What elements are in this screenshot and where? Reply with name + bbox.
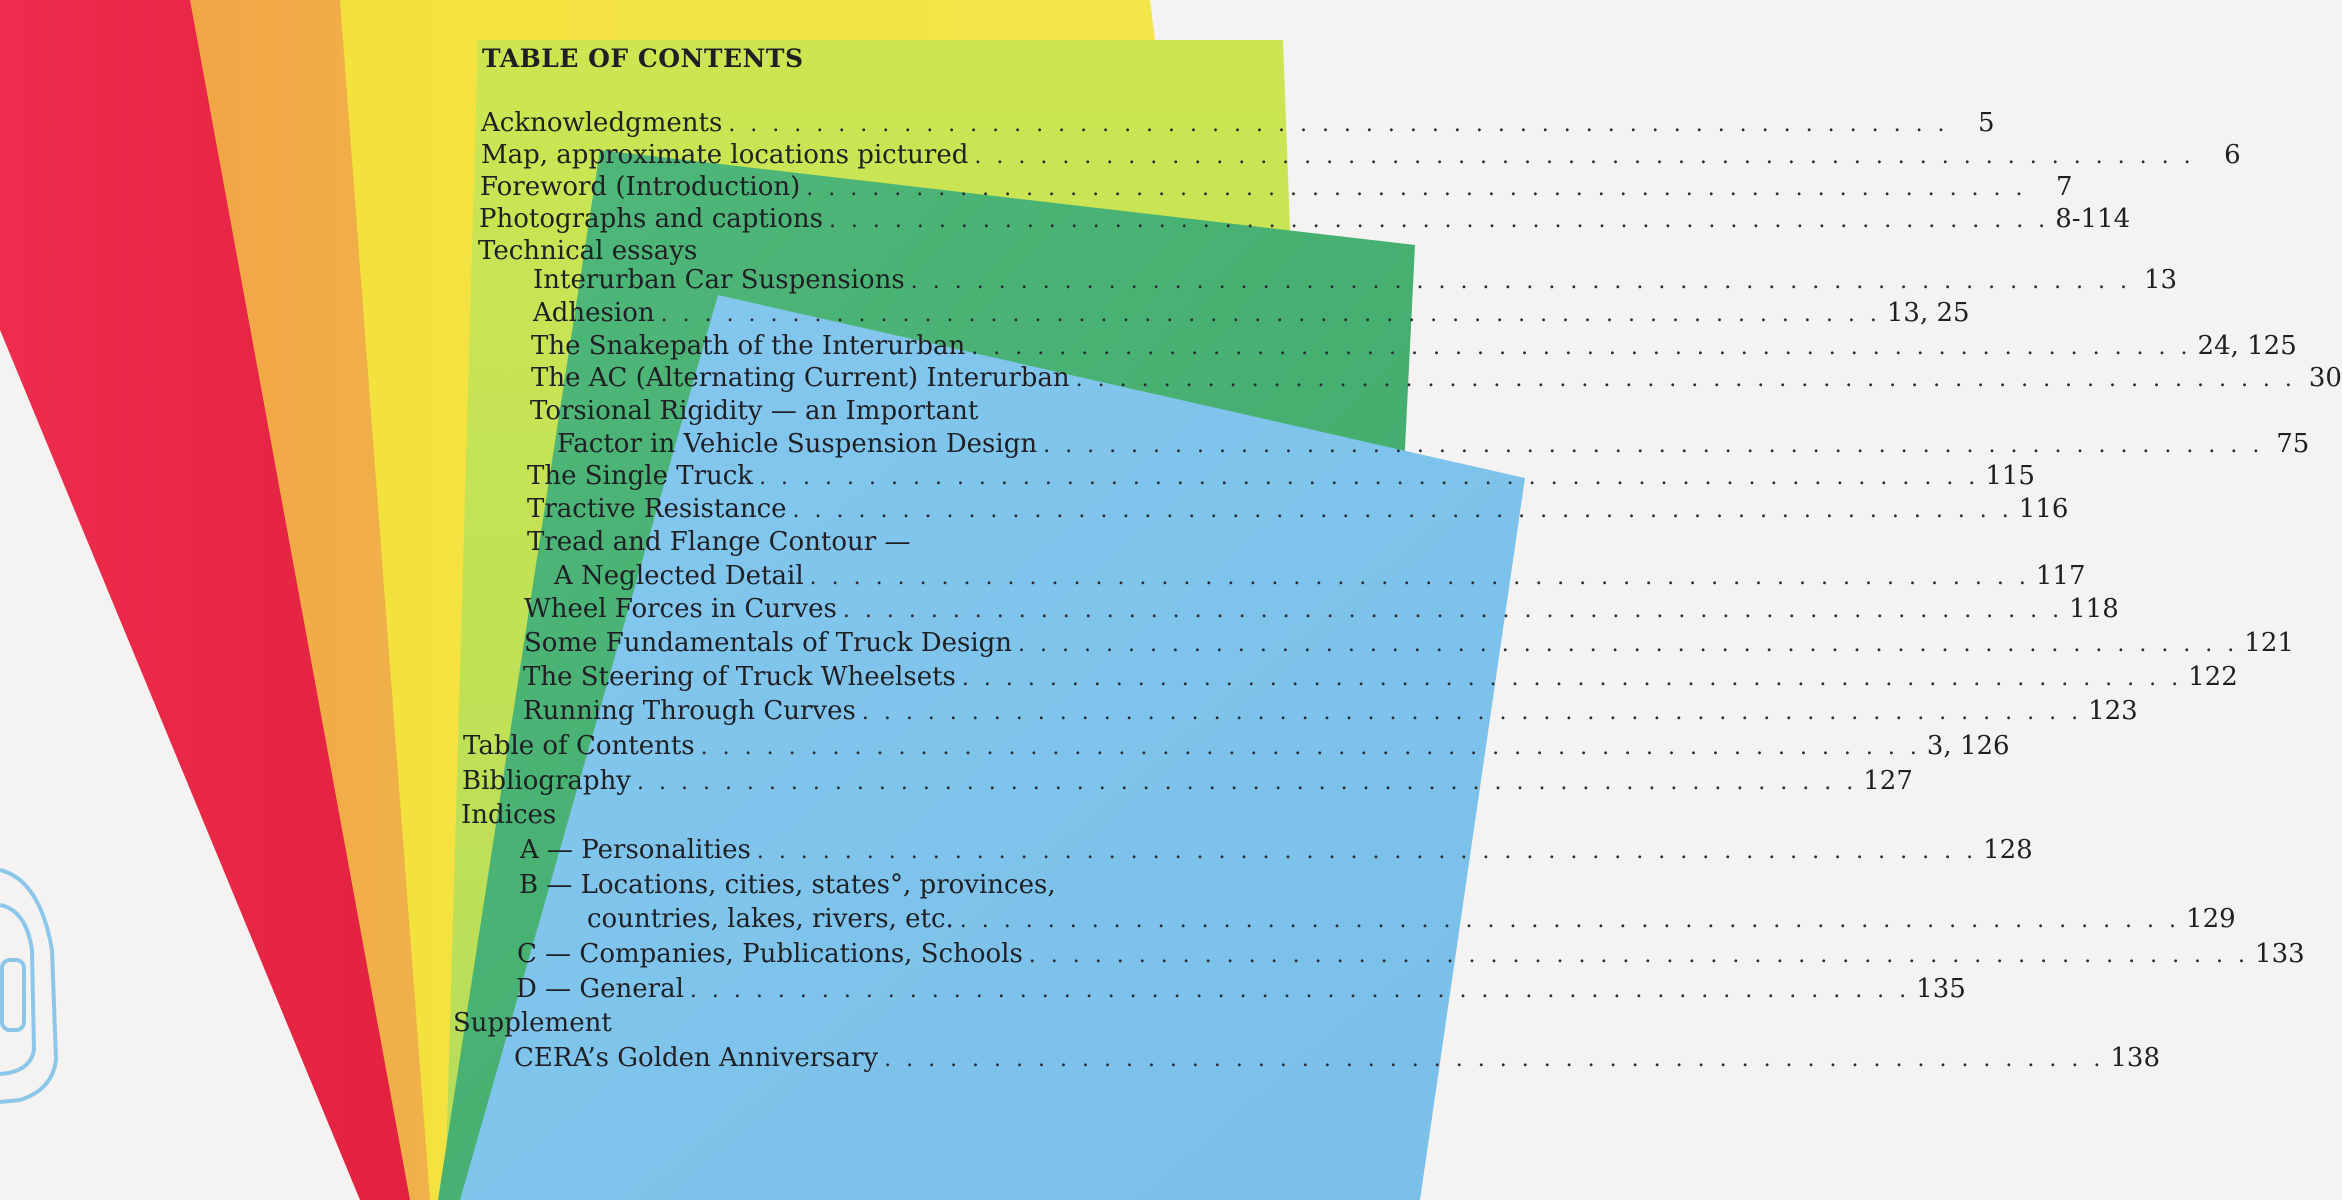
toc-leader-dots: . . . . . . . . . . . . . . . . . . . . . . . . . . . . . . . . . . . . . . . . . . . . . . . . . . . . . . . .: [884, 1047, 2105, 1072]
toc-entry-label: D — General: [516, 974, 684, 1004]
toc-entry-label: Technical essays: [478, 236, 698, 266]
toc-entry-label: Acknowledgments: [481, 108, 723, 138]
toc-leader-dots: . . . . . . . . . . . . . . . . . . . . . . . . . . . . . . . . . . . . . . . . . . . . . . . . . . . . . . . .: [1028, 943, 2250, 968]
toc-entry-page: 127: [1863, 766, 1913, 796]
toc-entry: [463, 730, 2010, 764]
toc-leader-dots: . . . . . . . . . . . . . . . . . . . . . . . . . . . . . . . . . . . . . . . . . . . . . . . . . . . . . . . .: [910, 269, 2132, 294]
toc-entry-label: The Steering of Truck Wheelsets: [523, 662, 956, 692]
toc-entry-label: Photographs and captions: [479, 204, 823, 234]
toc-entry-page: 7: [2055, 172, 2073, 202]
toc-entry: [516, 973, 1966, 1007]
toc-entry-label: Tread and Flange Contour —: [527, 527, 911, 557]
toc-entry: [530, 395, 978, 427]
toc-entry: [527, 526, 910, 558]
toc-entry-label: C — Companies, Publications, Schools: [517, 939, 1023, 969]
toc-entry-page: 3, 126: [1926, 731, 2010, 761]
toc-entry-page: 129: [2186, 904, 2236, 934]
toc-entry: [480, 171, 2073, 205]
toc-entry-label: Adhesion: [533, 298, 655, 328]
toc-entry-page: 123: [2088, 696, 2138, 726]
toc-entry-page: 118: [2069, 594, 2119, 624]
toc-entry-page: 116: [2018, 494, 2069, 524]
toc-leader-dots: . . . . . . . . . . . . . . . . . . . . . . . . . . . . . . . . . . . . . . . . . . . . . . . . . . . . . . . .: [759, 465, 1980, 490]
toc-entry-label: Map, approximate locations pictured: [481, 140, 969, 170]
toc-entry: [524, 593, 2119, 627]
toc-leader-dots: . . . . . . . . . . . . . . . . . . . . . . . . . . . . . . . . . . . . . . . . . . . . . . . . . . . . . . . .: [961, 666, 2183, 691]
toc-entry-label: Supplement: [453, 1008, 612, 1038]
toc-leader-dots: . . . . . . . . . . . . . . . . . . . . . . . . . . . . . . . . . . . . . . . . . . . . . . . . . . . . . . . .: [689, 978, 1911, 1003]
toc-entry: [527, 460, 2035, 494]
toc-entry-label: A — Personalities: [520, 835, 751, 865]
toc-entry-page: 13, 25: [1886, 298, 1970, 328]
toc-entry: [520, 834, 2033, 868]
toc-entry-label: The Snakepath of the Interurban: [531, 331, 966, 361]
toc-leader-dots: . . . . . . . . . . . . . . . . . . . . . . . . . . . . . . . . . . . . . . . . . . . . . . . . . . . . . . . .: [728, 112, 1949, 137]
toc-entry-label: Interurban Car Suspensions: [533, 265, 905, 295]
toc-leader-dots: . . . . . . . . . . . . . . . . . . . . . . . . . . . . . . . . . . . . . . . . . . . . . . . . . . . . . . . .: [842, 598, 2064, 623]
toc-entry: [453, 1007, 612, 1039]
toc-leader-dots: . . . . . . . . . . . . . . . . . . . . . . . . . . . . . . . . . . . . . . . . . . . . . . . . . . . . . . . .: [1043, 433, 2264, 458]
toc-entry-page: 115: [1985, 461, 2035, 491]
toc-entry: [523, 695, 2138, 729]
toc-leader-dots: . . . . . . . . . . . . . . . . . . . . . . . . . . . . . . . . . . . . . . . . . . . . . . . . . . . . . . . .: [637, 770, 1858, 795]
toc-entry: [481, 139, 2241, 173]
toc-entry: [478, 235, 697, 267]
toc-title: TABLE OF CONTENTS: [482, 44, 804, 73]
toc-entry-page: 133: [2255, 939, 2305, 969]
toc-leader-dots: . . . . . . . . . . . . . . . . . . . . . . . . . . . . . . . . . . . . . . . . . . . . . . . . . . . . . . . .: [809, 565, 2030, 590]
toc-entry: [517, 938, 2305, 972]
toc-leader-dots: . . . . . . . . . . . . . . . . . . . . . . . . . . . . . . . . . . . . . . . . . . . . . . . . . . . . . . . .: [974, 144, 2195, 169]
toc-entry-label: A Neglected Detail: [554, 561, 804, 591]
toc-entry-label: Some Fundamentals of Truck Design: [524, 628, 1013, 658]
toc-entry-page: 13: [2143, 265, 2178, 295]
toc-leader-dots: . . . . . . . . . . . . . . . . . . . . . . . . . . . . . . . . . . . . . . . . . . . . . . . . . . . . . . . .: [700, 735, 1921, 760]
toc-leader-dots: . . . . . . . . . . . . . . . . . . . . . . . . . . . . . . . . . . . . . . . . . . . . . . . . . . . . . . . .: [861, 700, 2083, 725]
toc-entry: [533, 297, 1970, 331]
toc-entry-label: The Single Truck: [527, 461, 754, 491]
toc-entry-page: 135: [1916, 974, 1966, 1004]
toc-leader-dots: . . . . . . . . . . . . . . . . . . . . . . . . . . . . . . . . . . . . . . . . . . . . . . . . . . . . . . . .: [971, 335, 2192, 360]
toc-entry-page: 75: [2276, 429, 2310, 459]
toc-entry: [533, 264, 2178, 298]
toc-entry-page: 138: [2110, 1043, 2160, 1073]
toc-leader-dots: . . . . . . . . . . . . . . . . . . . . . . . . . . . . . . . . . . . . . . . . . . . . . . . . . . . . . . . .: [828, 208, 2050, 233]
toc-entry-page: 5: [1978, 108, 1995, 138]
toc-entry-label: Bibliography: [462, 766, 631, 796]
toc-entry-page: 8-114: [2055, 204, 2131, 234]
toc-entry-label: Wheel Forces in Curves: [524, 594, 837, 624]
toc-leader-dots: . . . . . . . . . . . . . . . . . . . . . . . . . . . . . . . . . . . . . . . . . . . . . . . . . . . . . . . .: [806, 176, 2027, 201]
toc-leader-dots: . . . . . . . . . . . . . . . . . . . . . . . . . . . . . . . . . . . . . . . . . . . . . . . . . . . . . . . .: [756, 839, 1978, 864]
toc-entry: [479, 203, 2131, 237]
toc-entry: [531, 362, 2342, 396]
toc-leader-dots: . . . . . . . . . . . . . . . . . . . . . . . . . . . . . . . . . . . . . . . . . . . . . . . . . . . . . . . .: [959, 908, 2181, 933]
toc-entry-page: 6: [2224, 140, 2241, 170]
toc-entry-label: Foreword (Introduction): [480, 172, 801, 202]
toc-entry-label: countries, lakes, rivers, etc.: [587, 904, 954, 934]
toc-entry-page: 117: [2035, 561, 2086, 591]
toc-entry-label: Torsional Rigidity — an Important: [530, 396, 979, 426]
toc-entry: [554, 560, 2086, 594]
toc-entry-label: Indices: [461, 800, 557, 830]
toc-entry: [519, 869, 1056, 901]
toc-entry-page: 128: [1983, 835, 2033, 865]
toc-entry: [557, 428, 2310, 462]
toc-entry-label: Factor in Vehicle Suspension Design: [557, 429, 1038, 459]
toc-entry-label: B — Locations, cities, states°, provinces,: [519, 870, 1056, 900]
toc-entry: [481, 107, 1995, 141]
toc-leader-dots: . . . . . . . . . . . . . . . . . . . . . . . . . . . . . . . . . . . . . . . . . . . . . . . . . . . . . . . .: [1075, 367, 2296, 392]
toc-entry-page: 121: [2244, 628, 2294, 658]
toc-entry: [531, 330, 2297, 364]
toc-entry: [587, 903, 2236, 937]
toc-entry-page: 24, 125: [2197, 331, 2297, 361]
toc-entry-label: Tractive Resistance: [527, 494, 787, 524]
toc-entry: [461, 799, 556, 831]
toc-leader-dots: . . . . . . . . . . . . . . . . . . . . . . . . . . . . . . . . . . . . . . . . . . . . . . . . . . . . . . . .: [660, 302, 1881, 327]
toc-entry-label: CERA’s Golden Anniversary: [514, 1043, 879, 1073]
toc-entry-label: Table of Contents: [463, 731, 695, 761]
toc-entry: [524, 627, 2294, 661]
toc-entry: [523, 661, 2238, 695]
toc-entry: [462, 765, 1913, 799]
toc-entry-page: 122: [2188, 662, 2238, 692]
toc-leader-dots: . . . . . . . . . . . . . . . . . . . . . . . . . . . . . . . . . . . . . . . . . . . . . . . . . . . . . . . .: [1018, 632, 2239, 657]
toc-entry-label: Running Through Curves: [523, 696, 856, 726]
toc-entry-page: 30: [2308, 363, 2342, 393]
toc-entry: [514, 1042, 2160, 1076]
toc-entry-label: The AC (Alternating Current) Interurban: [531, 363, 1070, 393]
toc-entry: [527, 493, 2069, 527]
toc-leader-dots: . . . . . . . . . . . . . . . . . . . . . . . . . . . . . . . . . . . . . . . . . . . . . . . . . . . . . . . .: [792, 498, 2013, 523]
